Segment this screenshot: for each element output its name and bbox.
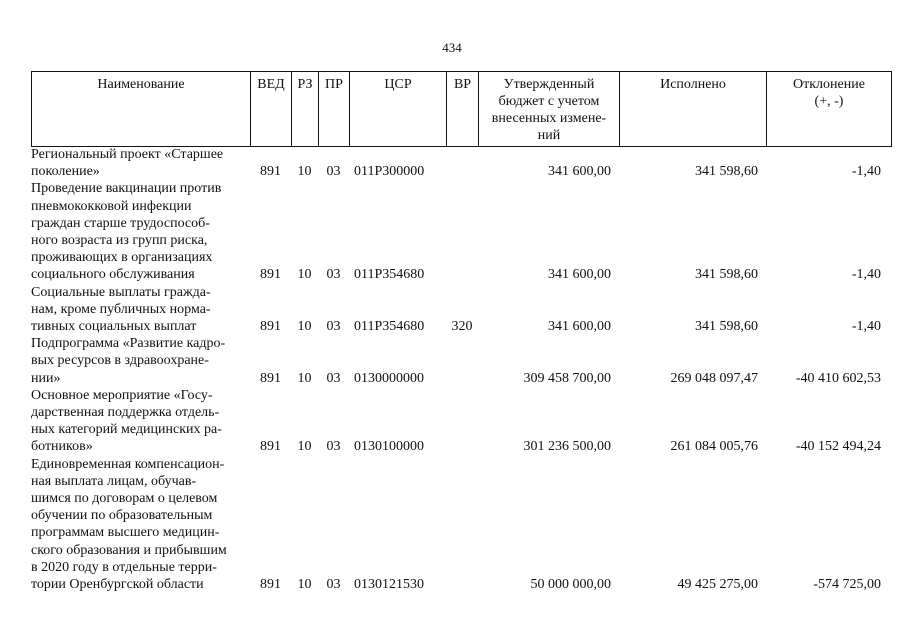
row-ved: 891 <box>260 267 281 283</box>
header-name: Наименование <box>32 72 251 146</box>
row-rz: 10 <box>297 164 312 180</box>
row-ved: 891 <box>260 370 281 386</box>
row-csr: 0130121530 <box>354 577 424 593</box>
row-name: Подпрограмма «Развитие кадро- вых ресурсов в здравоохране- нии» <box>31 336 226 386</box>
row-ved: 891 <box>260 439 281 455</box>
row-rz: 10 <box>297 319 312 335</box>
row-deviation: -1,40 <box>851 319 881 335</box>
table-row <box>31 387 891 456</box>
row-done: 341 598,60 <box>695 164 758 180</box>
row-done: 261 084 005,76 <box>670 439 758 455</box>
row-done: 341 598,60 <box>695 267 758 283</box>
row-vr: 320 <box>451 319 473 335</box>
header-budget: Утвержденный бюджет с учетом внесенных измене- ний <box>479 72 620 146</box>
row-rz: 10 <box>297 577 312 593</box>
row-deviation: -1,40 <box>851 164 881 180</box>
row-ved: 891 <box>260 577 281 593</box>
table-row <box>31 456 891 594</box>
row-deviation: -574 725,00 <box>813 577 881 593</box>
table-body <box>31 146 891 593</box>
row-budget: 341 600,00 <box>548 267 611 283</box>
row-name: Проведение вакцинации против пневмококковой инфекции граждан старше трудоспособ- ного возраста из групп риска, проживающих в организациях социального обслуживания <box>31 181 222 283</box>
row-pr: 03 <box>326 267 341 283</box>
row-rz: 10 <box>297 439 312 455</box>
row-name: Социальные выплаты гражда- нам, кроме публичных норма- тивных социальных выплат <box>31 284 211 335</box>
header-pr: ПР <box>319 72 350 146</box>
row-rz: 10 <box>297 267 312 283</box>
row-pr: 03 <box>326 319 341 335</box>
row-csr: 011P354680 <box>354 267 425 283</box>
page-number: 434 <box>442 40 462 55</box>
row-csr: 0130100000 <box>354 439 424 455</box>
row-ved: 891 <box>260 164 281 180</box>
row-name: Региональный проект «Старшее поколение» <box>31 147 224 180</box>
header-csr: ЦСР <box>350 72 447 146</box>
row-budget: 341 600,00 <box>548 319 611 335</box>
table-row <box>31 284 891 336</box>
table-row <box>31 335 891 387</box>
row-pr: 03 <box>326 577 341 593</box>
table-header <box>31 71 892 147</box>
header-done: Исполнено <box>620 72 767 146</box>
row-done: 341 598,60 <box>695 319 758 335</box>
table-row <box>31 146 891 180</box>
row-done: 269 048 097,47 <box>670 370 758 386</box>
row-budget: 301 236 500,00 <box>523 439 611 455</box>
row-deviation: -40 410 602,53 <box>795 370 881 386</box>
row-rz: 10 <box>297 370 312 386</box>
row-budget: 309 458 700,00 <box>523 370 611 386</box>
row-pr: 03 <box>326 439 341 455</box>
header-deviation: Отклонение (+, -) <box>767 72 892 146</box>
row-name: Основное мероприятие «Госу- дарственная поддержка отдель- ных категорий медицинских ра- ботников» <box>31 387 222 455</box>
row-pr: 03 <box>326 370 341 386</box>
row-csr: 011P354680 <box>354 319 425 335</box>
header-vr: ВР <box>447 72 479 146</box>
row-name: Единовременная компенсацион- ная выплата лицам, обучав- шимся по договорам о целевом обучении по образовательным программам высшего медицин- ского образования и прибывшим в 2020 году в отдельные терри- тории Оренбургской области <box>31 456 227 593</box>
row-budget: 50 000 000,00 <box>530 577 611 593</box>
row-done: 49 425 275,00 <box>677 577 758 593</box>
row-csr: 0130000000 <box>354 370 424 386</box>
row-deviation: -1,40 <box>851 267 881 283</box>
header-rz: РЗ <box>292 72 319 146</box>
row-csr: 011P300000 <box>354 164 425 180</box>
table-row <box>31 180 891 283</box>
row-ved: 891 <box>260 319 281 335</box>
row-deviation: -40 152 494,24 <box>795 439 881 455</box>
header-ved: ВЕД <box>251 72 292 146</box>
row-budget: 341 600,00 <box>548 164 611 180</box>
row-pr: 03 <box>326 164 341 180</box>
